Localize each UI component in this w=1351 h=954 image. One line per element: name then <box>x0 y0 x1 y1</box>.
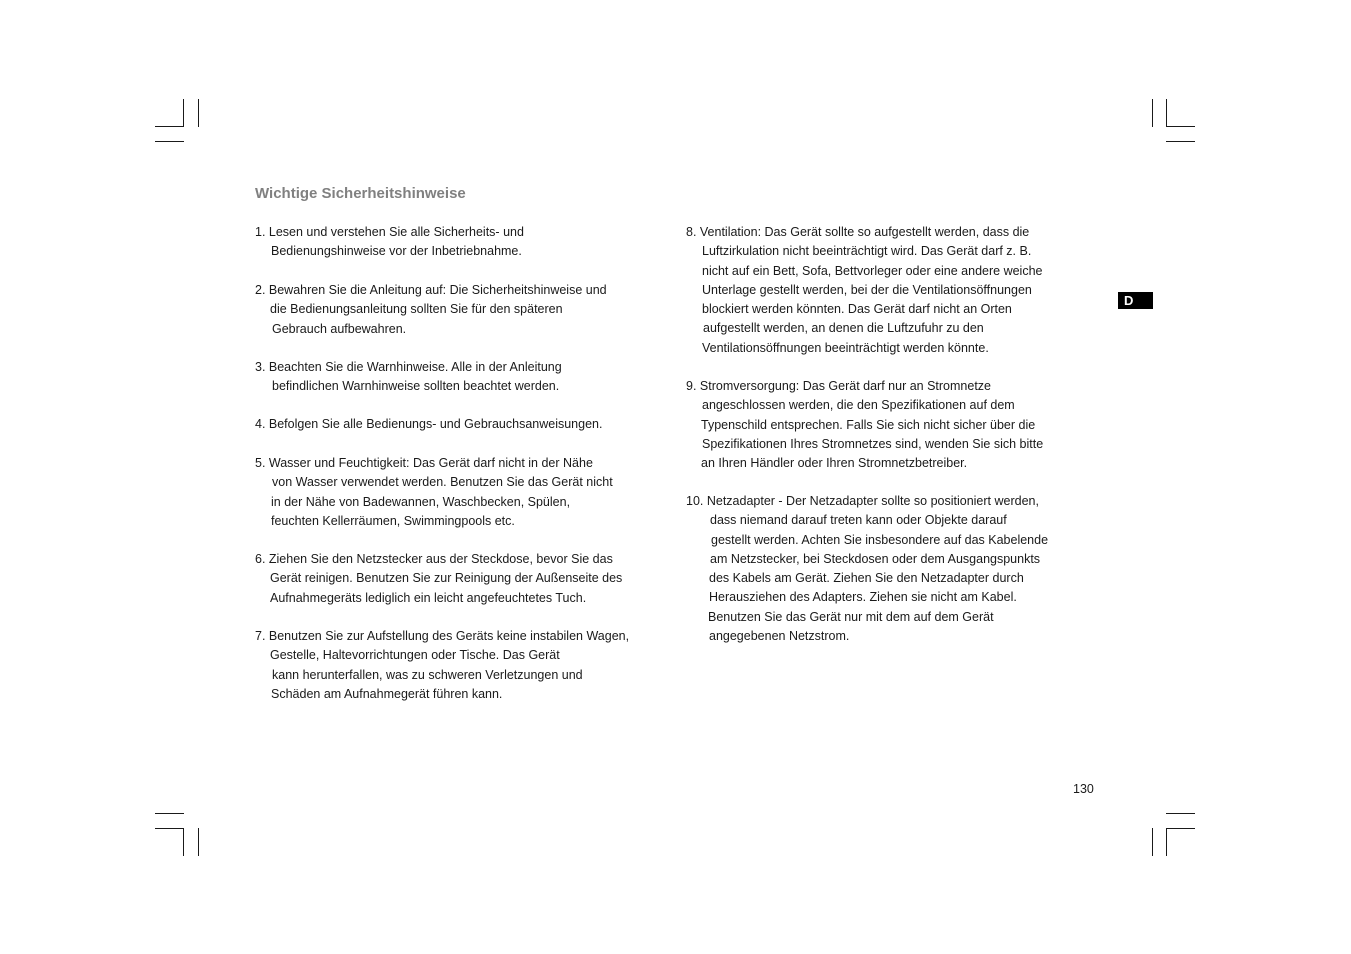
list-item: 8. Ventilation: Das Gerät sollte so aufgestellt werden, dass die Luftzirkulation nicht beeinträchtigt wird. Das Gerät darf z. B. nicht auf ein Bett, Sofa, Bettvorleger oder eine andere weiche Unterlage gestellt werden, bei der die Ventilationsöffnungen blockiert werden könnten. Das Gerät darf nicht an Orten aufgestellt werden, an denen die Luftzufuhr zu den Ventilationsöffnungen beeinträchtigt werden könnte. <box>686 225 1043 355</box>
list-item: 4. Befolgen Sie alle Bedienungs- und Gebrauchsanweisungen. <box>255 417 603 431</box>
list-item: 7. Benutzen Sie zur Aufstellung des Geräts keine instabilen Wagen, Gestelle, Haltevorrichtungen oder Tische. Das Gerät kann herunterfallen, was zu schweren Verletzungen und Schäden am Aufnahmegerät führen kann. <box>255 629 630 701</box>
list-item: 10. Netzadapter - Der Netzadapter sollte so positioniert werden, dass niemand darauf treten kann oder Objekte darauf gestellt werden. Achten Sie insbesondere auf das Kabelende am Netzstecker, bei Steckdosen oder dem Ausgangspunkts des Kabels am Gerät. Ziehen Sie den Netzadapter durch Herausziehen des Adapters. Ziehen sie nicht am Kabel. Benutzen Sie das Gerät nur mit dem auf dem Gerät angegebenen Netzstrom. <box>686 494 1049 644</box>
list-item: 9. Stromversorgung: Das Gerät darf nur an Stromnetze angeschlossen werden, die den Spezifikationen auf dem Typenschild entsprechen. Falls Sie sich nicht sicher über die Spezifikationen Ihres Stromnetzes sind, wenden Sie sich bitte an Ihren Händler oder Ihren Stromnetzbetreiber. <box>686 379 1044 471</box>
language-tab: D <box>1118 292 1153 309</box>
list-item: 1. Lesen und verstehen Sie alle Sicherheits- und Bedienungshinweise vor der Inbetriebnahme. <box>255 225 524 259</box>
page-title: Wichtige Sicherheitshinweise <box>255 185 466 202</box>
page-number: 130 <box>1073 782 1094 796</box>
list-item: 2. Bewahren Sie die Anleitung auf: Die Sicherheitshinweise und die Bedienungsanleitung sollten Sie für den späteren Gebrauch aufbewahren. <box>255 283 607 336</box>
list-item: 5. Wasser und Feuchtigkeit: Das Gerät darf nicht in der Nähe von Wasser verwendet werden. Benutzen Sie das Gerät nicht in der Nähe von Badewannen, Waschbecken, Spülen, feuchten Kellerräumen, Swimmingpools etc. <box>255 456 613 528</box>
list-item: 6. Ziehen Sie den Netzstecker aus der Steckdose, bevor Sie das Gerät reinigen. Benutzen Sie zur Reinigung der Außenseite des Aufnahmegeräts lediglich ein leicht angefeuchtetes Tuch. <box>255 552 623 605</box>
list-item: 3. Beachten Sie die Warnhinweise. Alle in der Anleitung befindlichen Warnhinweise sollten beachtet werden. <box>255 360 562 394</box>
